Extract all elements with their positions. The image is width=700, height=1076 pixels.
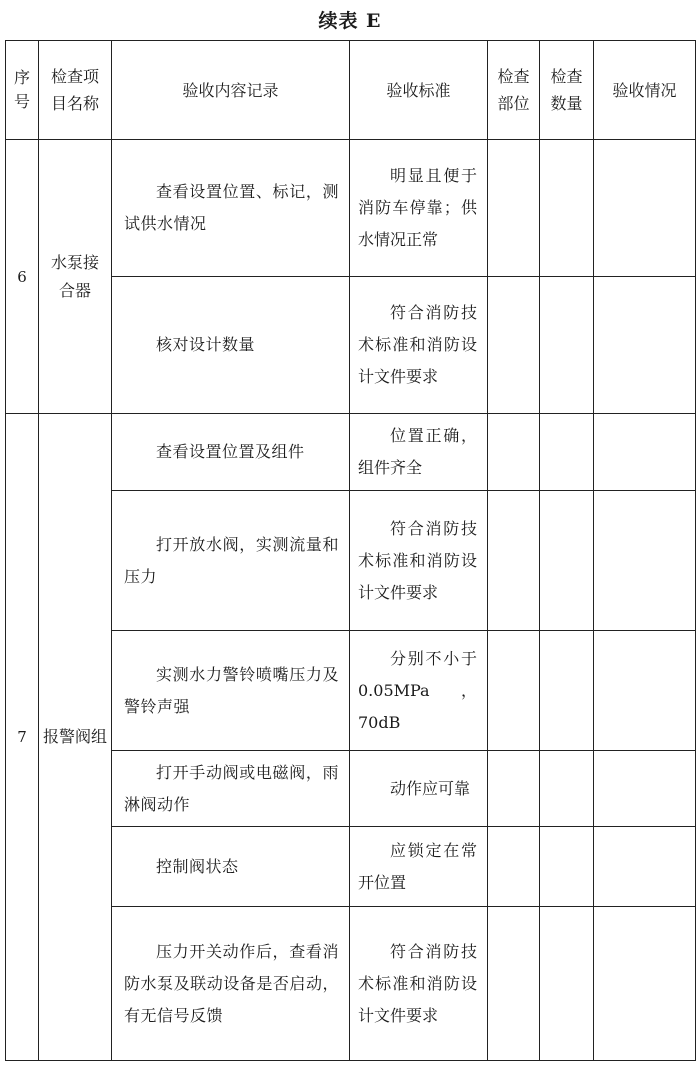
result-cell[interactable] — [594, 907, 696, 1061]
content-cell: 实测水力警铃喷嘴压力及警铃声强 — [112, 631, 350, 751]
content-cell: 打开放水阀，实测流量和压力 — [112, 491, 350, 631]
part-cell[interactable] — [488, 827, 540, 907]
content-cell: 控制阀状态 — [112, 827, 350, 907]
result-cell[interactable] — [594, 827, 696, 907]
item-name: 报警阀组 — [39, 414, 112, 1061]
header-part: 检查部位 — [488, 41, 540, 140]
part-cell[interactable] — [488, 751, 540, 827]
table-row — [6, 140, 696, 277]
header-result: 验收情况 — [594, 41, 696, 140]
content-cell: 打开手动阀或电磁阀，雨淋阀动作 — [112, 751, 350, 827]
result-cell[interactable] — [594, 277, 696, 414]
header-item: 检查项目名称 — [39, 41, 112, 140]
header-row — [6, 41, 696, 140]
qty-cell[interactable] — [540, 631, 594, 751]
row-number: 7 — [6, 414, 39, 1061]
part-cell[interactable] — [488, 631, 540, 751]
standard-cell: 符合消防技术标准和消防设计文件要求 — [350, 491, 488, 631]
standard-cell: 动作应可靠 — [350, 751, 488, 827]
table-row — [6, 414, 696, 491]
content-cell: 查看设置位置、标记，测试供水情况 — [112, 140, 350, 277]
result-cell[interactable] — [594, 414, 696, 491]
part-cell[interactable] — [488, 277, 540, 414]
qty-cell[interactable] — [540, 277, 594, 414]
header-no: 序号 — [6, 41, 39, 140]
standard-cell: 符合消防技术标准和消防设计文件要求 — [350, 277, 488, 414]
item-name: 水泵接合器 — [39, 140, 112, 414]
row-number: 6 — [6, 140, 39, 414]
table-title: 续表 E — [318, 10, 382, 32]
qty-cell[interactable] — [540, 827, 594, 907]
standard-cell: 分别不小于0.05MPa，70dB — [350, 631, 488, 751]
standard-cell: 应锁定在常开位置 — [350, 827, 488, 907]
content-cell: 核对设计数量 — [112, 277, 350, 414]
qty-cell[interactable] — [540, 907, 594, 1061]
standard-cell: 明显且便于消防车停靠；供水情况正常 — [350, 140, 488, 277]
standard-cell: 符合消防技术标准和消防设计文件要求 — [350, 907, 488, 1061]
qty-cell[interactable] — [540, 491, 594, 631]
result-cell[interactable] — [594, 751, 696, 827]
result-cell[interactable] — [594, 491, 696, 631]
header-content: 验收内容记录 — [112, 41, 350, 140]
result-cell[interactable] — [594, 140, 696, 277]
standard-cell: 位置正确，组件齐全 — [350, 414, 488, 491]
acceptance-table — [5, 40, 696, 1061]
part-cell[interactable] — [488, 414, 540, 491]
header-standard: 验收标准 — [350, 41, 488, 140]
content-cell: 压力开关动作后，查看消防水泵及联动设备是否启动，有无信号反馈 — [112, 907, 350, 1061]
header-qty: 检查数量 — [540, 41, 594, 140]
qty-cell[interactable] — [540, 140, 594, 277]
qty-cell[interactable] — [540, 414, 594, 491]
qty-cell[interactable] — [540, 751, 594, 827]
part-cell[interactable] — [488, 491, 540, 631]
part-cell[interactable] — [488, 140, 540, 277]
content-cell: 查看设置位置及组件 — [112, 414, 350, 491]
result-cell[interactable] — [594, 631, 696, 751]
part-cell[interactable] — [488, 907, 540, 1061]
